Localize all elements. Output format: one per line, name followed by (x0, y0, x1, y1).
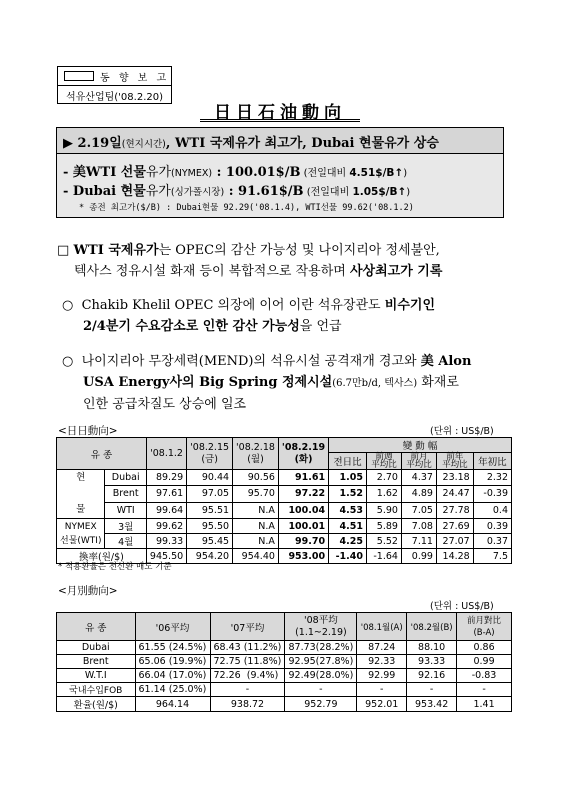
daily-header-d2: '08.2.15 (금) (187, 438, 233, 470)
paragraph-main: □ WTI 국제유가는 OPEC의 감산 가능성 및 나이지리아 정세불안, 텍사스 정유시설 화재 등이 복합적으로 작용하며 사상최고가 기록 (57, 243, 443, 279)
daily-header-d1: '08.1.2 (146, 438, 186, 470)
page-title: 日日石油動向 (200, 98, 360, 122)
paragraph-nigeria: ○ 나이지리아 무장세력(MEND)의 석유시설 공격재개 경고와 美 Alon USA Energy사의 Big Spring 정제시설(6.7만b/d, 텍사스) 화재로 인한 공급차질도 상승에 일조 (62, 354, 472, 412)
daily-header-c3: 前月 平均比 (401, 453, 436, 470)
report-label-box (57, 66, 172, 104)
daily-unit: (단위 : US$/B) (430, 426, 494, 437)
daily-header-c1: 전日比 (329, 453, 367, 470)
daily-header-d4: '08.2.19 (화) (278, 438, 328, 470)
monthly-header-h1: '06平均 (135, 613, 210, 641)
table-row: Brent 97.61 97.05 95.70 97.22 1.52 1.62 4.89 24.47 -0.39 (57, 486, 512, 502)
table-row: Brent 65.06 (19.9%) 72.75 (11.8%) 92.95(27.8%) 92.33 93.33 0.99 (57, 655, 512, 669)
table-row: 換率(원/$) 945.50 954.20 954.40 953.00 -1.40 -1.64 0.99 14.28 7.5 (57, 549, 512, 564)
monthly-header-h2: '07平均 (210, 613, 285, 641)
circle-marker-icon: ○ (62, 354, 74, 369)
table-row: NYMEX 선물(WTI) 3월 99.62 95.50 N.A 100.01 4.51 5.89 7.08 27.69 0.39 (57, 519, 512, 534)
daily-table (56, 437, 512, 564)
monthly-unit: (단위 : US$/B) (430, 601, 494, 612)
table-row: 환율(원/$) 964.14 938.72 952.79 952.01 953.42 1.41 (57, 697, 512, 712)
bullet-icon: ▶ (63, 136, 73, 151)
monthly-header-h4: '08.1월(A) (357, 613, 407, 641)
summary-line-dubai: - Dubai 현물유가(싱가폴시장) : 91.61$/B (전일대비 1.05$/B↑) (63, 184, 411, 199)
paragraph-opec: ○ Chakib Khelil OPEC 의장에 이어 이란 석유장관도 비수기인 2/4분기 수요감소로 인한 감산 가능성을 언급 (62, 298, 435, 334)
monthly-header-h5: '08.2월(B) (407, 613, 457, 641)
monthly-caption: <月別動向> (58, 585, 118, 597)
daily-header-c2: 前週 平均比 (366, 453, 401, 470)
daily-header-c4: 前年 平均比 (436, 453, 473, 470)
headline-time: (현지시간) (121, 139, 166, 150)
table-row: 현 물 Dubai 89.29 90.44 90.56 91.61 1.05 2.70 4.37 23.18 2.32 (57, 470, 512, 486)
headline-text: , WTI 국제유가 최고가, Dubai 현물유가 상승 (165, 136, 439, 151)
monthly-header-type: 유 종 (57, 613, 136, 641)
square-marker-icon: □ (57, 243, 70, 258)
summary-box (56, 127, 504, 218)
table-row: W.T.I 66.04 (17.0%) 72.26 (9.4%) 92.49(28.0%) 92.99 92.16 -0.83 (57, 669, 512, 683)
table-row: Dubai 61.55 (24.5%) 68.43 (11.2%) 87.73(28.2%) 87.24 88.10 0.86 (57, 641, 512, 655)
circle-marker-icon: ○ (62, 298, 74, 313)
summary-note: * 종전 최고가($/B) : Dubai현물 92.29('08.1.4), WTI선물 99.62('08.1.2) (79, 203, 414, 213)
daily-header-change: 變 動 幅 (329, 438, 512, 453)
report-checkbox (64, 71, 94, 81)
dept-date: 석유산업팀('08.2.20) (65, 91, 164, 103)
daily-group-nymex: NYMEX 선물(WTI) (57, 519, 105, 549)
monthly-table (56, 612, 512, 712)
summary-line-wti: - 美WTI 선물유가(NYMEX) : 100.01$/B (전일대비 4.51$/B↑) (63, 165, 408, 180)
daily-footnote: * 적용환율은 전신환 매도 기준 (58, 562, 172, 572)
monthly-header-h6: 前月對比 (B-A) (457, 613, 512, 641)
table-row: 4월 99.33 95.45 N.A 99.70 4.25 5.52 7.11 27.07 0.37 (57, 534, 512, 549)
report-label: 동 향 보 고 (100, 72, 170, 84)
table-row: WTI 99.64 95.51 N.A 100.04 4.53 5.90 7.05 27.78 0.4 (57, 502, 512, 518)
summary-headline (63, 132, 439, 151)
headline-date: 2.19일 (77, 136, 122, 151)
daily-group-spot: 현 물 (57, 470, 105, 519)
daily-header-c5: 年初比 (473, 453, 511, 470)
daily-header-type: 유 종 (57, 438, 147, 470)
table-row: 국내수입FOB 61.14 (25.0%) - - - - - (57, 683, 512, 697)
monthly-header-h3: '08平均 (1.1~2.19) (285, 613, 357, 641)
daily-header-d3: '08.2.18 (월) (233, 438, 279, 470)
daily-caption: <日日動向> (58, 425, 118, 437)
